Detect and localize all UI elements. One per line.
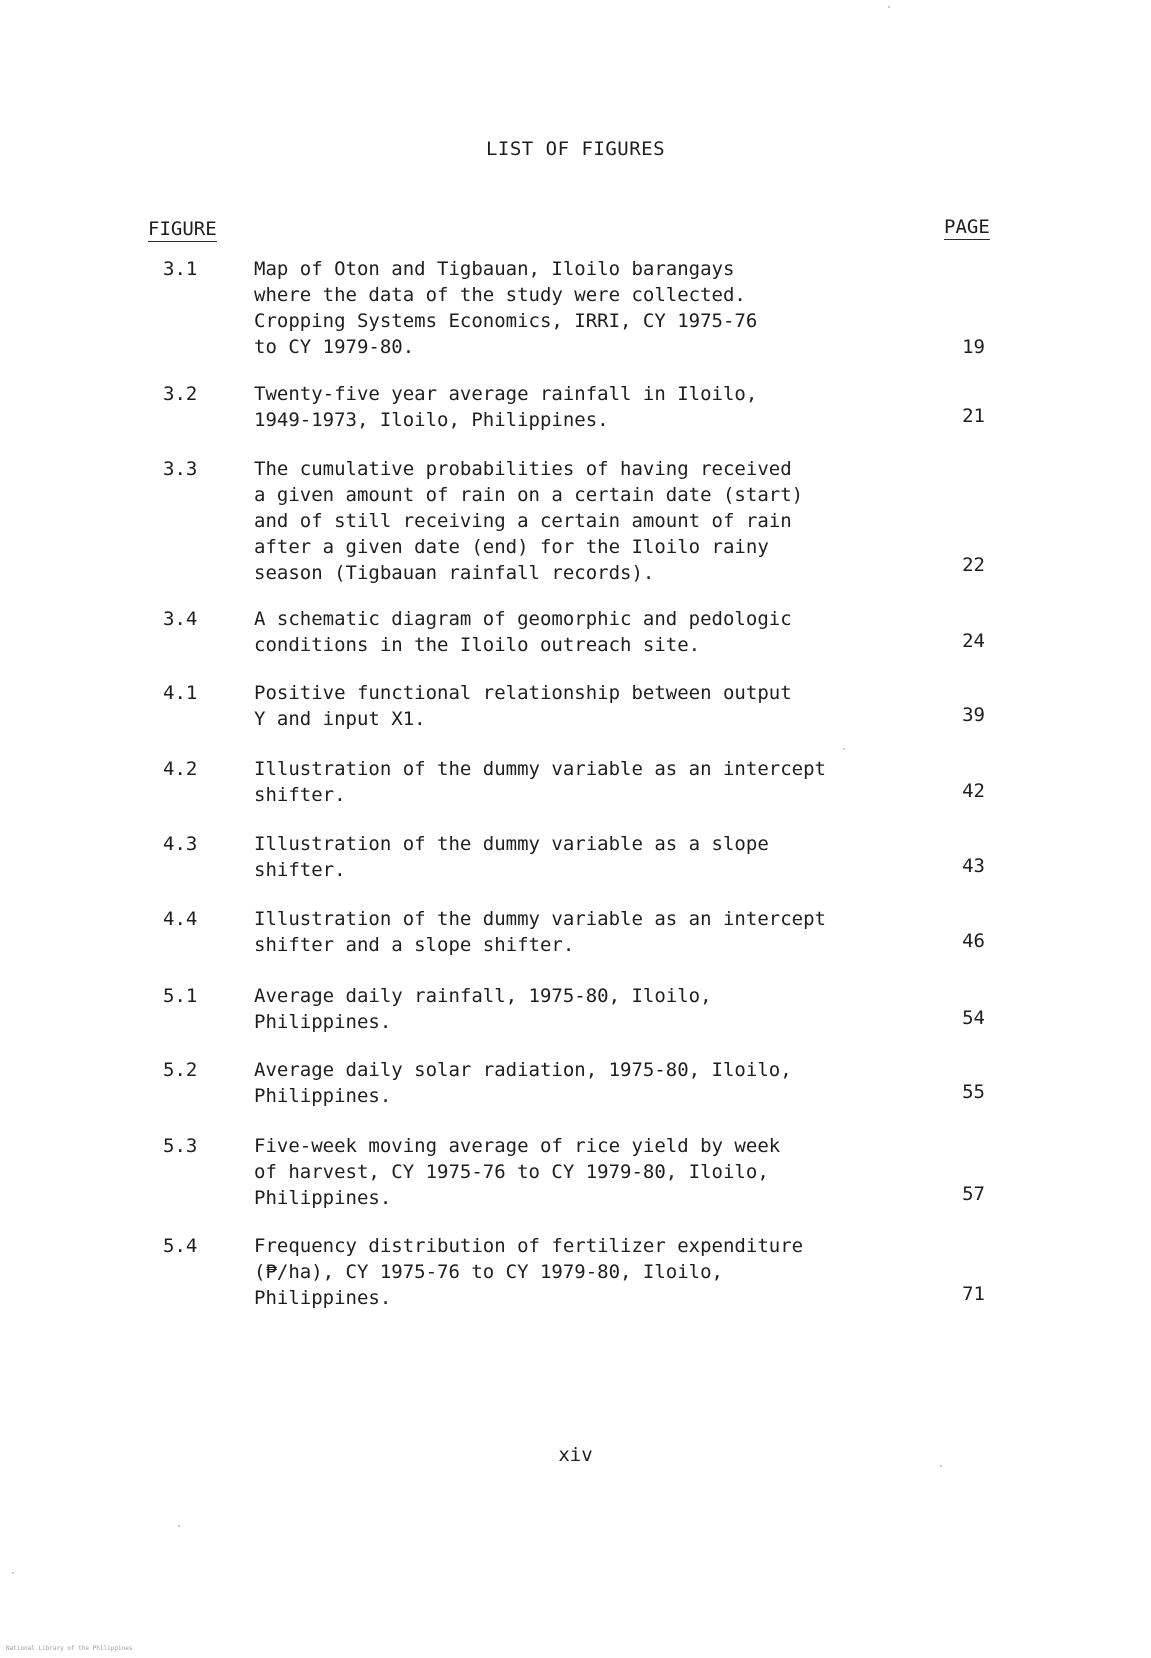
figure-caption: Frequency distribution of fertilizer expenditure (₱/ha), CY 1975-76 to CY 1979-80, Iloilo, Philippines.	[254, 1235, 804, 1309]
figure-page-number: 21	[962, 405, 985, 427]
figure-page-number: 22	[962, 554, 985, 576]
figure-page-number: 42	[962, 780, 985, 802]
figure-number: 4.4	[163, 908, 198, 930]
page-title: LIST OF FIGURES	[485, 138, 666, 160]
figure-number: 5.2	[163, 1059, 198, 1081]
figure-page-number: 55	[962, 1081, 985, 1103]
figure-caption: Five-week moving average of rice yield by week of harvest, CY 1975-76 to CY 1979-80, Iloilo, Philippines.	[254, 1135, 781, 1209]
figure-caption: Illustration of the dummy variable as an intercept shifter.	[254, 758, 826, 806]
figure-caption: The cumulative probabilities of having received a given amount of rain on a certain date (start) and of still receiving a certain amount of rain after a given date (end) for the Iloilo rainy season (Tigbauan rainfall records).	[254, 458, 804, 584]
page-number-footer: xiv	[558, 1444, 593, 1466]
figure-page-number: 39	[962, 704, 985, 726]
figure-caption: Average daily rainfall, 1975-80, Iloilo, Philippines.	[254, 985, 712, 1033]
figure-number: 3.4	[163, 608, 198, 630]
scan-speck	[843, 748, 845, 750]
page-column-header: PAGE	[944, 216, 990, 238]
figure-page-number: 54	[962, 1007, 985, 1029]
figure-number: 3.3	[163, 458, 198, 480]
figure-page-number: 57	[962, 1183, 985, 1205]
scan-speck	[12, 1572, 14, 1574]
scan-speck	[178, 1525, 180, 1527]
library-stamp: National Library of the Philippines	[6, 1645, 133, 1652]
figure-caption: Positive functional relationship between output Y and input X1.	[254, 682, 792, 730]
figure-number: 4.3	[163, 833, 198, 855]
figure-caption: Average daily solar radiation, 1975-80, Iloilo, Philippines.	[254, 1059, 792, 1107]
scan-speck	[888, 6, 890, 8]
figure-page-number: 19	[962, 336, 985, 358]
figure-caption: Illustration of the dummy variable as a slope shifter.	[254, 833, 769, 881]
figure-number: 5.3	[163, 1135, 198, 1157]
figure-page-number: 43	[962, 855, 985, 877]
figure-number: 5.4	[163, 1235, 198, 1257]
figure-number: 5.1	[163, 985, 198, 1007]
figure-page-number: 24	[962, 630, 985, 652]
figure-number: 3.2	[163, 383, 198, 405]
figure-caption: Map of Oton and Tigbauan, Iloilo barangays where the data of the study were collected. Cropping Systems Economics, IRRI, CY 1975-76 to CY 1979-80.	[254, 258, 758, 358]
figure-page-number: 46	[962, 930, 985, 952]
figure-page-number: 71	[962, 1283, 985, 1305]
figure-column-header: FIGURE	[148, 218, 217, 240]
figure-number: 3.1	[163, 258, 198, 280]
figure-caption: Twenty-five year average rainfall in Iloilo, 1949-1973, Iloilo, Philippines.	[254, 383, 758, 431]
figure-number: 4.2	[163, 758, 198, 780]
figure-caption: A schematic diagram of geomorphic and pedologic conditions in the Iloilo outreach site.	[254, 608, 792, 656]
figure-number: 4.1	[163, 682, 198, 704]
scan-speck	[940, 1465, 942, 1467]
figure-caption: Illustration of the dummy variable as an intercept shifter and a slope shifter.	[254, 908, 826, 956]
